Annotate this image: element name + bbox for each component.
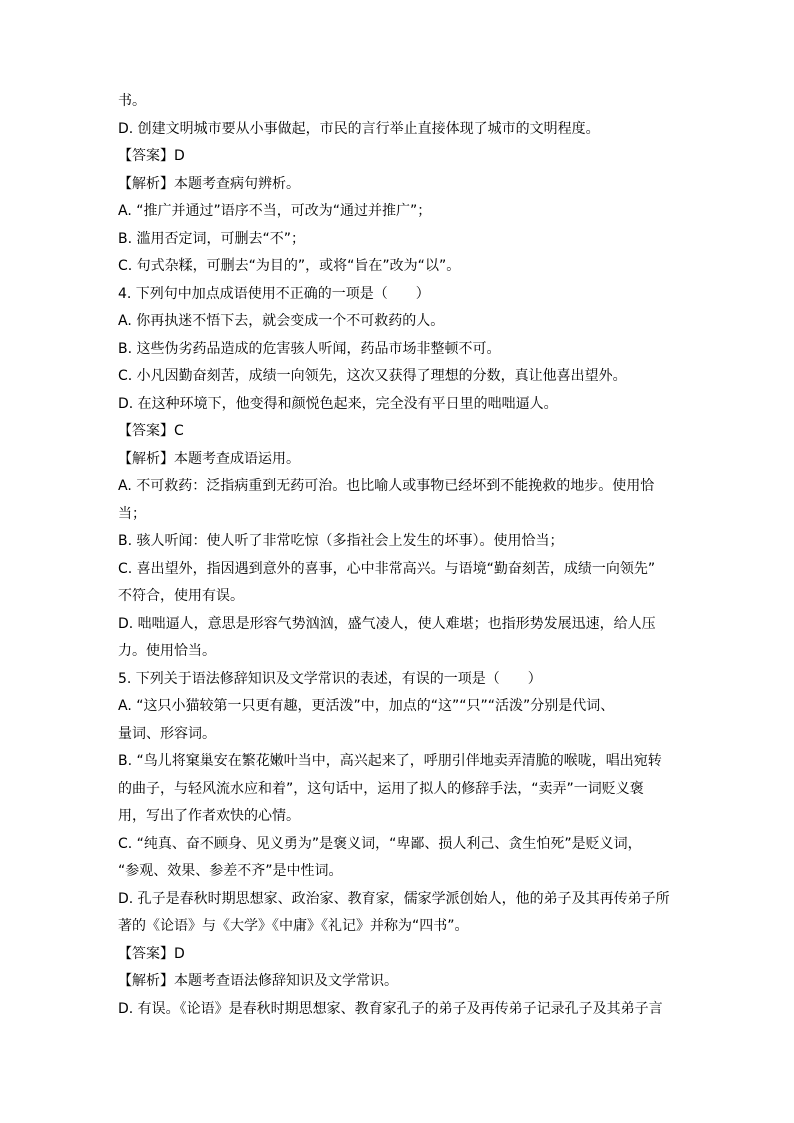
document-body bbox=[118, 88, 678, 1023]
text-line: D. 咄咄逼人，意思是形容气势汹汹，盛气凌人，使人难堪；也指形势发展迅速，给人压 bbox=[118, 615, 656, 632]
option-line: 用，写出了作者欢快的心情。 bbox=[118, 808, 300, 824]
option-line: A. “这只小猫较第一只更有趣，更活泼”中，加点的“这”“只”“活泼”分别是代词、 bbox=[118, 698, 615, 714]
question-line: 5. 下列关于语法修辞知识及文学常识的表述，有误的一项是（ ） bbox=[118, 670, 542, 687]
question-line: 4. 下列句中加点成语使用不正确的一项是（ ） bbox=[118, 285, 430, 302]
text-line: 力。使用恰当。 bbox=[118, 643, 216, 659]
text-line: 不符合，使用有误。 bbox=[118, 588, 244, 604]
option-line: “参观、效果、参差不齐”是中性词。 bbox=[118, 863, 343, 879]
option-line: D. 孔子是春秋时期思想家、政治家、教育家，儒家学派创始人，他的弟子及其再传弟子所 bbox=[118, 890, 670, 907]
text-line: A. “推广并通过”语序不当，可改为“通过并推广”； bbox=[118, 203, 432, 219]
text-line: C. 喜出望外，指因遇到意外的喜事，心中非常高兴。与语境“勤奋刻苦，成绩一向领先” bbox=[118, 560, 656, 577]
analysis-line: 【解析】本题考查成语运用。 bbox=[118, 450, 300, 467]
text-line: A. 不可救药：泛指病重到无药可治。也比喻人或事物已经坏到不能挽救的地步。使用恰 bbox=[118, 478, 655, 494]
option-line: A. 你再执迷不悟下去，就会变成一个不可救药的人。 bbox=[118, 313, 445, 329]
text-line: D. 创建文明城市要从小事做起，市民的言行举止直接体现了城市的文明程度。 bbox=[118, 120, 600, 137]
answer-line: 【答案】C bbox=[118, 423, 184, 439]
text-line: 书。 bbox=[118, 93, 146, 109]
answer-line: 【答案】D bbox=[118, 148, 185, 164]
analysis-line: 【解析】本题考查语法修辞知识及文学常识。 bbox=[118, 973, 398, 989]
text-line: C. 句式杂糅，可删去“为目的”，或将“旨在”改为“以”。 bbox=[118, 258, 461, 274]
option-line: 量词、形容词。 bbox=[118, 725, 216, 742]
option-line: B. “鸟儿将窠巢安在繁花嫩叶当中，高兴起来了，呼朋引伴地卖弄清脆的喉咙，唱出宛转 bbox=[118, 753, 662, 769]
option-line: 的曲子，与轻风流水应和着”，这句话中，运用了拟人的修辞手法，“卖弄”一词贬义褒 bbox=[118, 780, 644, 797]
answer-line: 【答案】D bbox=[118, 945, 185, 962]
option-line: C. “纯真、奋不顾身、见义勇为”是褒义词，“卑鄙、损人利己、贪生怕死”是贬义词， bbox=[118, 835, 642, 852]
text-line: D. 有误。《论语》是春秋时期思想家、教育家孔子的弟子及再传弟子记录孔子及其弟子言 bbox=[118, 1000, 663, 1017]
text-line: B. 骇人听闻：使人听了非常吃惊（多指社会上发生的坏事）。使用恰当； bbox=[118, 533, 564, 549]
option-line: D. 在这种环境下，他变得和颜悦色起来，完全没有平日里的咄咄逼人。 bbox=[118, 395, 558, 412]
text-line: 当； bbox=[118, 505, 146, 522]
option-line: B. 这些伪劣药品造成的危害骇人听闻，药品市场非整顿不可。 bbox=[118, 340, 501, 357]
option-line: C. 小凡因勤奋刻苦，成绩一向领先，这次又获得了理想的分数，真让他喜出望外。 bbox=[118, 368, 627, 384]
analysis-line: 【解析】本题考查病句辨析。 bbox=[118, 175, 300, 192]
text-line: B. 滥用否定词，可删去“不”； bbox=[118, 230, 306, 247]
option-line: 著的《论语》与《大学》《中庸》《礼记》并称为“四书”。 bbox=[118, 918, 469, 934]
